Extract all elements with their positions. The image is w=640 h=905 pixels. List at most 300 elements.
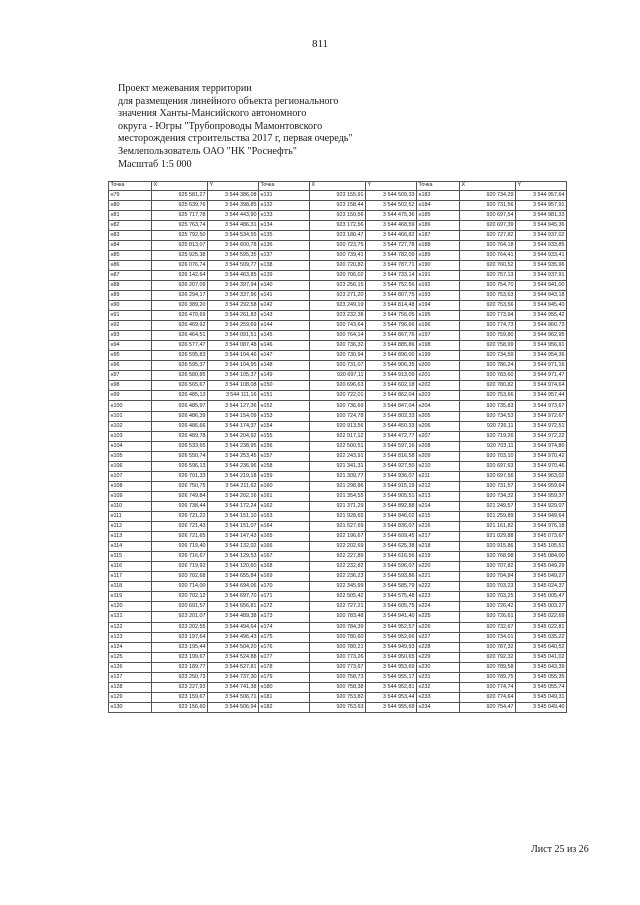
column-header: Y	[208, 182, 259, 191]
point-cell: н202	[417, 381, 460, 391]
y-coordinate-cell: 3 544 957,91	[516, 200, 567, 210]
x-coordinate-cell: 920 691,57	[152, 602, 208, 612]
x-coordinate-cell: 926 721,22	[152, 512, 208, 522]
table-row	[109, 662, 567, 672]
point-cell: н181	[259, 692, 310, 702]
table-row	[109, 250, 567, 260]
y-coordinate-cell: 3 544 973,67	[516, 401, 567, 411]
x-coordinate-cell: 923 197,64	[152, 632, 208, 642]
y-coordinate-cell: 3 544 104,95	[208, 361, 259, 371]
point-cell: н137	[259, 250, 310, 260]
x-coordinate-cell: 920 764,14	[310, 331, 366, 341]
y-coordinate-cell: 3 544 896,00	[366, 351, 417, 361]
point-cell: н100	[109, 401, 152, 411]
y-coordinate-cell: 3 544 656,81	[208, 602, 259, 612]
y-coordinate-cell: 3 544 963,02	[516, 471, 567, 481]
y-coordinate-cell: 3 544 151,10	[208, 512, 259, 522]
point-cell: н114	[109, 542, 152, 552]
table-row	[109, 491, 567, 501]
point-cell: н127	[109, 672, 152, 682]
x-coordinate-cell: 921 341,31	[310, 461, 366, 471]
y-coordinate-cell: 3 544 609,45	[366, 532, 417, 542]
y-coordinate-cell: 3 544 892,88	[366, 501, 417, 511]
x-coordinate-cell: 920 913,56	[310, 421, 366, 431]
x-coordinate-cell: 920 780,60	[310, 632, 366, 642]
x-coordinate-cell: 920 774,73	[460, 321, 516, 331]
point-cell: н117	[109, 572, 152, 582]
y-coordinate-cell: 3 544 472,77	[366, 431, 417, 441]
table-row	[109, 542, 567, 552]
y-coordinate-cell: 3 544 943,18	[516, 290, 567, 300]
x-coordinate-cell: 926 721,65	[152, 532, 208, 542]
point-cell: н147	[259, 351, 310, 361]
point-cell: н131	[259, 190, 310, 200]
point-cell: н148	[259, 361, 310, 371]
title-line: округа - Югры "Трубопроводы Мамонтовского	[118, 120, 323, 132]
point-cell: н96	[109, 361, 152, 371]
x-coordinate-cell: 925 925,38	[152, 250, 208, 260]
x-coordinate-cell: 926 389,20	[152, 301, 208, 311]
point-cell: н201	[417, 371, 460, 381]
point-cell: н120	[109, 602, 152, 612]
point-cell: н233	[417, 692, 460, 702]
y-coordinate-cell: 3 545 005,47	[516, 592, 567, 602]
x-coordinate-cell: 922 202,69	[310, 542, 366, 552]
y-coordinate-cell: 3 544 236,96	[208, 461, 259, 471]
y-coordinate-cell: 3 544 504,20	[208, 642, 259, 652]
table-row	[109, 632, 567, 642]
point-cell: н211	[417, 471, 460, 481]
x-coordinate-cell: 920 734,01	[460, 632, 516, 642]
point-cell: н224	[417, 602, 460, 612]
point-cell: н197	[417, 331, 460, 341]
y-coordinate-cell: 3 544 292,58	[208, 301, 259, 311]
y-coordinate-cell: 3 544 816,58	[366, 451, 417, 461]
x-coordinate-cell: 922 227,89	[310, 552, 366, 562]
x-coordinate-cell: 920 735,83	[460, 401, 516, 411]
x-coordinate-cell: 923 199,67	[152, 652, 208, 662]
y-coordinate-cell: 3 544 463,85	[208, 270, 259, 280]
x-coordinate-cell: 920 703,11	[460, 441, 516, 451]
point-cell: н169	[259, 572, 310, 582]
title-block	[118, 83, 538, 171]
y-coordinate-cell: 3 544 955,68	[366, 702, 417, 712]
table-row	[109, 301, 567, 311]
point-cell: н109	[109, 491, 152, 501]
table-row	[109, 582, 567, 592]
point-cell: н203	[417, 391, 460, 401]
y-coordinate-cell: 3 545 055,35	[516, 672, 567, 682]
y-coordinate-cell: 3 544 970,46	[516, 461, 567, 471]
y-coordinate-cell: 3 544 913,09	[366, 371, 417, 381]
point-cell: н92	[109, 321, 152, 331]
x-coordinate-cell: 920 723,75	[310, 240, 366, 250]
point-cell: н232	[417, 682, 460, 692]
point-cell: н204	[417, 401, 460, 411]
y-coordinate-cell: 3 544 959,64	[516, 481, 567, 491]
point-cell: н170	[259, 582, 310, 592]
table-row	[109, 361, 567, 371]
y-coordinate-cell: 3 544 741,38	[208, 682, 259, 692]
y-coordinate-cell: 3 544 534,55	[208, 230, 259, 240]
point-cell: н81	[109, 210, 152, 220]
point-cell: н182	[259, 702, 310, 712]
y-coordinate-cell: 3 544 954,36	[516, 351, 567, 361]
point-cell: н199	[417, 351, 460, 361]
x-coordinate-cell: 922 236,23	[310, 572, 366, 582]
title-line: для размещения линейного объекта регионального	[118, 95, 339, 107]
x-coordinate-cell: 926 580,85	[152, 371, 208, 381]
y-coordinate-cell: 3 544 211,62	[208, 481, 259, 491]
x-coordinate-cell: 920 734,29	[460, 190, 516, 200]
point-cell: н139	[259, 270, 310, 280]
x-coordinate-cell: 921 309,77	[310, 471, 366, 481]
x-coordinate-cell: 920 773,94	[460, 311, 516, 321]
y-coordinate-cell: 3 544 219,18	[208, 471, 259, 481]
point-cell: н225	[417, 612, 460, 622]
table-row	[109, 411, 567, 421]
sheet-number: Лист 25 из 26	[531, 844, 589, 855]
point-cell: н85	[109, 250, 152, 260]
point-cell: н141	[259, 290, 310, 300]
point-cell: н123	[109, 632, 152, 642]
x-coordinate-cell: 926 485,13	[152, 391, 208, 401]
table-row	[109, 351, 567, 361]
y-coordinate-cell: 3 544 602,18	[366, 381, 417, 391]
table-row	[109, 622, 567, 632]
y-coordinate-cell: 3 545 043,39	[516, 662, 567, 672]
table-row	[109, 572, 567, 582]
point-cell: н135	[259, 230, 310, 240]
y-coordinate-cell: 3 544 950,65	[366, 652, 417, 662]
y-coordinate-cell: 3 544 885,86	[366, 341, 417, 351]
x-coordinate-cell: 920 732,67	[460, 622, 516, 632]
x-coordinate-cell: 923 271,20	[310, 290, 366, 300]
x-coordinate-cell: 926 716,67	[152, 552, 208, 562]
x-coordinate-cell: 921 249,57	[460, 501, 516, 511]
point-cell: н146	[259, 341, 310, 351]
table-row	[109, 612, 567, 622]
x-coordinate-cell: 926 486,39	[152, 411, 208, 421]
x-coordinate-cell: 920 773,26	[310, 652, 366, 662]
point-cell: н191	[417, 270, 460, 280]
y-coordinate-cell: 3 544 694,06	[208, 582, 259, 592]
column-header: Точка	[259, 182, 310, 191]
x-coordinate-cell: 920 707,82	[460, 562, 516, 572]
y-coordinate-cell: 3 544 475,36	[366, 210, 417, 220]
y-coordinate-cell: 3 544 443,90	[208, 210, 259, 220]
table-row	[109, 210, 567, 220]
x-coordinate-cell: 925 639,76	[152, 200, 208, 210]
y-coordinate-cell: 3 544 111,16	[208, 391, 259, 401]
y-coordinate-cell: 3 544 862,04	[366, 391, 417, 401]
x-coordinate-cell: 920 736,69	[310, 401, 366, 411]
point-cell: н87	[109, 270, 152, 280]
point-cell: н132	[259, 200, 310, 210]
x-coordinate-cell: 926 142,64	[152, 270, 208, 280]
y-coordinate-cell: 3 544 655,84	[208, 572, 259, 582]
x-coordinate-cell: 920 730,94	[310, 351, 366, 361]
x-coordinate-cell: 920 697,63	[460, 461, 516, 471]
y-coordinate-cell: 3 544 202,16	[208, 491, 259, 501]
point-cell: н91	[109, 311, 152, 321]
table-row	[109, 562, 567, 572]
point-cell: н234	[417, 702, 460, 712]
x-coordinate-cell: 920 731,57	[460, 481, 516, 491]
point-cell: н136	[259, 240, 310, 250]
table-row	[109, 522, 567, 532]
table-row	[109, 431, 567, 441]
point-cell: н155	[259, 431, 310, 441]
y-coordinate-cell: 3 544 466,82	[366, 230, 417, 240]
x-coordinate-cell: 926 486,66	[152, 421, 208, 431]
y-coordinate-cell: 3 544 802,33	[366, 411, 417, 421]
column-header: Y	[516, 182, 567, 191]
y-coordinate-cell: 3 545 040,52	[516, 642, 567, 652]
x-coordinate-cell: 921 298,86	[310, 481, 366, 491]
column-header: Точка	[109, 182, 152, 191]
point-cell: н128	[109, 682, 152, 692]
y-coordinate-cell: 3 544 927,50	[366, 461, 417, 471]
y-coordinate-cell: 3 544 972,51	[516, 421, 567, 431]
x-coordinate-cell: 926 750,75	[152, 481, 208, 491]
x-coordinate-cell: 920 758,38	[310, 682, 366, 692]
point-cell: н79	[109, 190, 152, 200]
x-coordinate-cell: 926 738,44	[152, 501, 208, 511]
point-cell: н104	[109, 441, 152, 451]
x-coordinate-cell: 922 232,82	[310, 562, 366, 572]
y-coordinate-cell: 3 544 120,60	[208, 562, 259, 572]
point-cell: н226	[417, 622, 460, 632]
y-coordinate-cell: 3 544 935,96	[516, 260, 567, 270]
y-coordinate-cell: 3 544 949,93	[366, 642, 417, 652]
x-coordinate-cell: 922 243,91	[310, 451, 366, 461]
x-coordinate-cell: 920 787,32	[460, 642, 516, 652]
point-cell: н86	[109, 260, 152, 270]
x-coordinate-cell: 921 354,55	[310, 491, 366, 501]
x-coordinate-cell: 923 172,56	[310, 220, 366, 230]
point-cell: н106	[109, 461, 152, 471]
x-coordinate-cell: 926 721,43	[152, 522, 208, 532]
point-cell: н216	[417, 522, 460, 532]
point-cell: н150	[259, 381, 310, 391]
point-cell: н151	[259, 391, 310, 401]
y-coordinate-cell: 3 544 616,56	[366, 552, 417, 562]
y-coordinate-cell: 3 544 625,38	[366, 542, 417, 552]
y-coordinate-cell: 3 544 105,37	[208, 371, 259, 381]
table-row	[109, 341, 567, 351]
point-cell: н126	[109, 662, 152, 672]
point-cell: н171	[259, 592, 310, 602]
y-coordinate-cell: 3 544 595,35	[208, 250, 259, 260]
x-coordinate-cell: 922 500,51	[310, 441, 366, 451]
title-line: Проект межевания территории	[118, 83, 252, 94]
y-coordinate-cell: 3 544 936,07	[366, 471, 417, 481]
y-coordinate-cell: 3 544 527,81	[208, 662, 259, 672]
y-coordinate-cell: 3 544 952,66	[366, 632, 417, 642]
y-coordinate-cell: 3 544 127,36	[208, 401, 259, 411]
column-header: Точка	[417, 182, 460, 191]
x-coordinate-cell: 920 764,41	[460, 250, 516, 260]
x-coordinate-cell: 920 731,56	[460, 200, 516, 210]
point-cell: н82	[109, 220, 152, 230]
point-cell: н121	[109, 612, 152, 622]
table-row	[109, 381, 567, 391]
y-coordinate-cell: 3 544 955,17	[366, 672, 417, 682]
y-coordinate-cell: 3 544 952,57	[366, 622, 417, 632]
x-coordinate-cell: 926 596,13	[152, 461, 208, 471]
point-cell: н102	[109, 421, 152, 431]
point-cell: н217	[417, 532, 460, 542]
point-cell: н212	[417, 481, 460, 491]
y-coordinate-cell: 3 544 727,78	[366, 240, 417, 250]
y-coordinate-cell: 3 544 867,76	[366, 331, 417, 341]
y-coordinate-cell: 3 545 022,69	[516, 612, 567, 622]
x-coordinate-cell: 920 758,99	[460, 341, 516, 351]
y-coordinate-cell: 3 544 489,38	[208, 612, 259, 622]
x-coordinate-cell: 920 780,21	[310, 642, 366, 652]
point-cell: н110	[109, 501, 152, 511]
point-cell: н222	[417, 582, 460, 592]
y-coordinate-cell: 3 544 974,64	[516, 381, 567, 391]
x-coordinate-cell: 925 813,07	[152, 240, 208, 250]
point-cell: н164	[259, 522, 310, 532]
x-coordinate-cell: 920 758,73	[310, 672, 366, 682]
point-cell: н112	[109, 522, 152, 532]
x-coordinate-cell: 926 595,83	[152, 351, 208, 361]
y-coordinate-cell: 3 544 486,31	[208, 220, 259, 230]
point-cell: н193	[417, 290, 460, 300]
x-coordinate-cell: 923 195,44	[152, 642, 208, 652]
x-coordinate-cell: 923 189,77	[152, 662, 208, 672]
x-coordinate-cell: 921 371,29	[310, 501, 366, 511]
x-coordinate-cell: 920 754,70	[460, 280, 516, 290]
x-coordinate-cell: 923 232,38	[310, 311, 366, 321]
y-coordinate-cell: 3 544 971,16	[516, 361, 567, 371]
x-coordinate-cell: 920 773,67	[310, 662, 366, 672]
x-coordinate-cell: 926 485,97	[152, 401, 208, 411]
title-line: Масштаб 1:5 000	[118, 158, 192, 170]
point-cell: н119	[109, 592, 152, 602]
point-cell: н168	[259, 562, 310, 572]
y-coordinate-cell: 3 544 496,43	[208, 632, 259, 642]
y-coordinate-cell: 3 544 238,95	[208, 441, 259, 451]
y-coordinate-cell: 3 544 957,44	[516, 391, 567, 401]
y-coordinate-cell: 3 544 147,43	[208, 532, 259, 542]
table-row	[109, 290, 567, 300]
x-coordinate-cell: 923 201,07	[152, 612, 208, 622]
y-coordinate-cell: 3 544 468,59	[366, 220, 417, 230]
point-cell: н99	[109, 391, 152, 401]
point-cell: н107	[109, 471, 152, 481]
point-cell: н133	[259, 210, 310, 220]
x-coordinate-cell: 923 159,67	[152, 692, 208, 702]
y-coordinate-cell: 3 545 055,74	[516, 682, 567, 692]
point-cell: н93	[109, 331, 152, 341]
point-cell: н89	[109, 290, 152, 300]
x-coordinate-cell: 920 704,84	[460, 572, 516, 582]
table-row	[109, 391, 567, 401]
point-cell: н149	[259, 371, 310, 381]
point-cell: н167	[259, 552, 310, 562]
y-coordinate-cell: 3 544 596,07	[366, 562, 417, 572]
y-coordinate-cell: 3 544 733,14	[366, 270, 417, 280]
table-row	[109, 230, 567, 240]
y-coordinate-cell: 3 544 814,48	[366, 301, 417, 311]
x-coordinate-cell: 923 150,56	[310, 210, 366, 220]
x-coordinate-cell: 920 753,63	[460, 290, 516, 300]
x-coordinate-cell: 925 792,50	[152, 230, 208, 240]
y-coordinate-cell: 3 544 972,67	[516, 411, 567, 421]
point-cell: н192	[417, 280, 460, 290]
x-coordinate-cell: 920 703,23	[460, 582, 516, 592]
y-coordinate-cell: 3 544 172,24	[208, 501, 259, 511]
x-coordinate-cell: 926 550,74	[152, 451, 208, 461]
y-coordinate-cell: 3 545 022,81	[516, 622, 567, 632]
x-coordinate-cell: 926 577,47	[152, 341, 208, 351]
y-coordinate-cell: 3 544 204,92	[208, 431, 259, 441]
column-header: X	[310, 182, 366, 191]
y-coordinate-cell: 3 544 397,94	[208, 280, 259, 290]
table-row	[109, 592, 567, 602]
y-coordinate-cell: 3 544 976,18	[516, 522, 567, 532]
table-row	[109, 461, 567, 471]
point-cell: н218	[417, 542, 460, 552]
y-coordinate-cell: 3 544 915,19	[366, 481, 417, 491]
x-coordinate-cell: 920 783,48	[310, 612, 366, 622]
y-coordinate-cell: 3 544 132,02	[208, 542, 259, 552]
x-coordinate-cell: 926 533,65	[152, 441, 208, 451]
x-coordinate-cell: 926 294,17	[152, 290, 208, 300]
y-coordinate-cell: 3 544 971,47	[516, 371, 567, 381]
point-cell: н188	[417, 240, 460, 250]
point-cell: н207	[417, 431, 460, 441]
point-cell: н178	[259, 662, 310, 672]
table-row	[109, 652, 567, 662]
x-coordinate-cell: 920 714,00	[152, 582, 208, 592]
table-row	[109, 682, 567, 692]
x-coordinate-cell: 922 505,42	[310, 592, 366, 602]
point-cell: н134	[259, 220, 310, 230]
y-coordinate-cell: 3 544 933,41	[516, 250, 567, 260]
x-coordinate-cell: 920 696,63	[310, 381, 366, 391]
table-row	[109, 321, 567, 331]
x-coordinate-cell: 920 702,12	[152, 592, 208, 602]
x-coordinate-cell: 920 754,47	[460, 702, 516, 712]
x-coordinate-cell: 925 763,74	[152, 220, 208, 230]
x-coordinate-cell: 921 928,65	[310, 512, 366, 522]
y-coordinate-cell: 3 544 960,73	[516, 321, 567, 331]
point-cell: н105	[109, 451, 152, 461]
point-cell: н231	[417, 672, 460, 682]
x-coordinate-cell: 920 722,01	[310, 391, 366, 401]
y-coordinate-cell: 3 544 955,42	[516, 311, 567, 321]
x-coordinate-cell: 923 256,15	[310, 280, 366, 290]
point-cell: н215	[417, 512, 460, 522]
y-coordinate-cell: 3 545 105,51	[516, 542, 567, 552]
y-coordinate-cell: 3 545 049,31	[516, 692, 567, 702]
table-row	[109, 421, 567, 431]
point-cell: н208	[417, 441, 460, 451]
x-coordinate-cell: 920 702,68	[152, 572, 208, 582]
point-cell: н196	[417, 321, 460, 331]
y-coordinate-cell: 3 544 933,85	[516, 240, 567, 250]
point-cell: н219	[417, 552, 460, 562]
y-coordinate-cell: 3 544 450,33	[366, 421, 417, 431]
y-coordinate-cell: 3 545 035,22	[516, 632, 567, 642]
x-coordinate-cell: 923 158,44	[310, 200, 366, 210]
point-cell: н190	[417, 260, 460, 270]
